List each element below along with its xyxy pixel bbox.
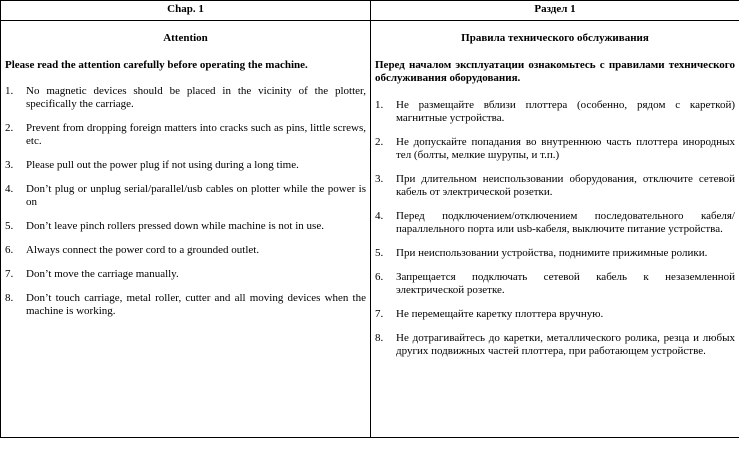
- item-number: 5.: [375, 246, 384, 259]
- list-item: [5, 292, 366, 318]
- content-row: [1, 20, 739, 437]
- item-number: 7.: [375, 307, 384, 320]
- item-number: 5.: [5, 219, 14, 232]
- item-number: 6.: [5, 243, 14, 256]
- list-item: [375, 173, 735, 199]
- item-text: Always connect the power cord to a grounded outlet.: [26, 243, 260, 256]
- item-text: Prevent from dropping foreign matters into cracks such as pins, little screws, etc.: [26, 121, 366, 147]
- list-item: [375, 136, 735, 162]
- item-number: 1.: [5, 84, 14, 97]
- item-number: 4.: [375, 209, 384, 222]
- item-text: Не перемещайте каретку плоттера вручную.: [396, 307, 604, 320]
- item-number: 4.: [5, 182, 14, 195]
- item-text: Don’t touch carriage, metal roller, cutter and all moving devices when the machine is working.: [26, 291, 366, 317]
- item-text: Не допускайте попадания во внутреннюю часть плоттера инородных тел (болты, мелкие шурупы, и т.п.): [396, 135, 735, 161]
- english-content-cell: [1, 20, 371, 437]
- english-section-title: Attention: [163, 31, 208, 44]
- header-row: [1, 1, 739, 21]
- item-text: Don’t move the carriage manually.: [26, 267, 179, 280]
- english-header-cell: [1, 1, 371, 21]
- russian-chapter-heading: Раздел 1: [534, 3, 576, 15]
- item-number: 8.: [375, 331, 384, 344]
- item-number: 1.: [375, 98, 384, 111]
- english-intro: Please read the attention carefully before operating the machine.: [5, 58, 308, 71]
- russian-rules-list: [375, 99, 735, 358]
- item-text: При длительном неиспользовании оборудования, отключите сетевой кабель от электрической розетки.: [396, 172, 735, 198]
- item-text: Не размещайте вблизи плоттера (особенно, рядом с кареткой) магнитные устройства.: [396, 98, 735, 124]
- list-item: [375, 271, 735, 297]
- item-text: No magnetic devices should be placed in the vicinity of the plotter, specifically the carriage.: [26, 84, 366, 110]
- item-number: 6.: [375, 270, 384, 283]
- item-text: Не дотрагивайтесь до каретки, металлического ролика, резца и любых других подвижных частей плоттера, при работающем устройстве.: [396, 331, 735, 357]
- item-text: Перед подключением/отключением последовательного кабеля/параллельного порта или usb-кабеля, выключите питание устройства.: [396, 209, 735, 235]
- item-number: 2.: [5, 121, 14, 134]
- russian-section-title: Правила технического обслуживания: [461, 31, 649, 44]
- list-item: [5, 183, 366, 209]
- list-item: [375, 247, 735, 260]
- list-item: [5, 220, 366, 233]
- item-number: 7.: [5, 267, 14, 280]
- item-text: Don’t leave pinch rollers pressed down while machine is not in use.: [26, 219, 324, 232]
- list-item: [375, 308, 735, 321]
- item-number: 8.: [5, 291, 14, 304]
- item-number: 3.: [375, 172, 384, 185]
- english-rules-list: [5, 85, 366, 318]
- list-item: [5, 268, 366, 281]
- list-item: [5, 159, 366, 172]
- item-text: Запрещается подключать сетевой кабель к незаземленной электрической розетке.: [396, 270, 735, 296]
- list-item: [375, 99, 735, 125]
- list-item: [5, 85, 366, 111]
- item-number: 2.: [375, 135, 384, 148]
- item-text: Don’t plug or unplug serial/parallel/usb cables on plotter while the power is on: [26, 182, 366, 208]
- english-chapter-heading: Chap. 1: [167, 3, 204, 15]
- item-text: Please pull out the power plug if not using during a long time.: [26, 158, 299, 171]
- list-item: [5, 122, 366, 148]
- russian-intro: Перед началом эксплуатации ознакомьтесь с правилами технического обслуживания оборудования.: [375, 58, 735, 84]
- russian-content-cell: [371, 20, 739, 437]
- list-item: [375, 210, 735, 236]
- list-item: [5, 244, 366, 257]
- list-item: [375, 332, 735, 358]
- item-number: 3.: [5, 158, 14, 171]
- russian-header-cell: [371, 1, 739, 21]
- item-text: При неиспользовании устройства, поднимите прижимные ролики.: [396, 246, 708, 259]
